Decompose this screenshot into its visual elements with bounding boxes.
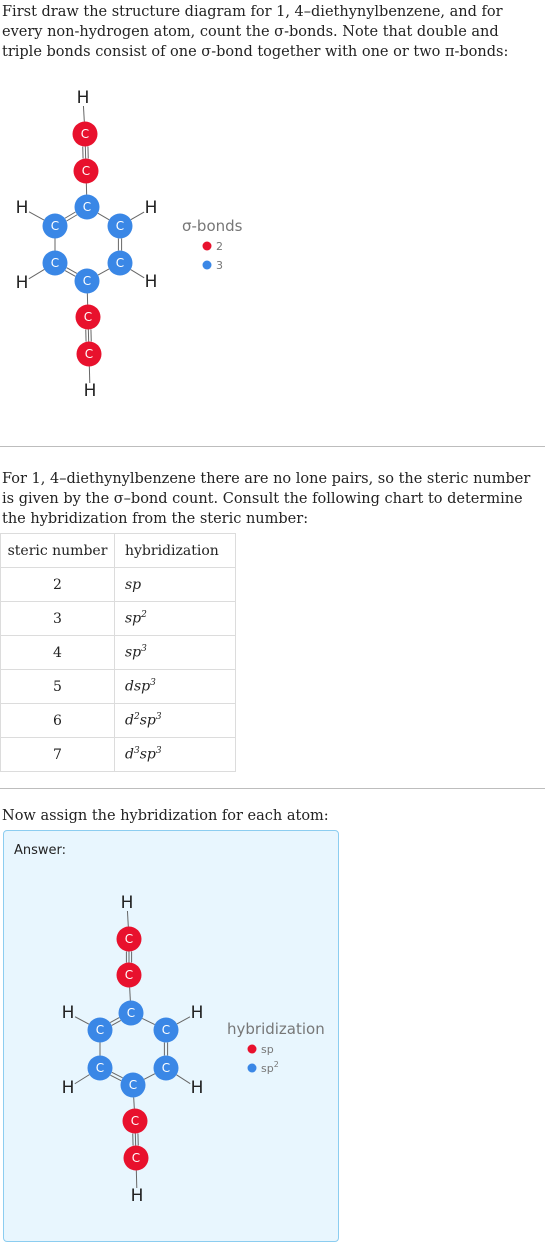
carbon-label: C	[82, 200, 92, 214]
divider	[0, 446, 545, 447]
carbon-label: C	[161, 1061, 171, 1075]
carbon-label: C	[128, 1078, 138, 1092]
bond	[142, 1018, 155, 1024]
carbon-label: C	[80, 127, 90, 141]
hydrogen-atom: H	[130, 1186, 144, 1206]
table-row	[1, 568, 236, 602]
steric-text: For 1, 4–diethynylbenzene there are no lone pairs, so the steric number is given by the σ–bond count. Consult the following chart to determine the hybridization from the steric number:	[2, 471, 531, 527]
bond	[131, 270, 145, 278]
header-steric-number: steric number	[1, 534, 115, 568]
bond	[29, 212, 44, 220]
bond	[127, 911, 128, 927]
legend-title: σ-bonds	[182, 217, 243, 235]
structure-diagram-hybridization	[0, 880, 340, 1220]
hydrogen-atom: H	[61, 1078, 75, 1098]
hydrogen-atom: H	[144, 272, 158, 292]
carbon-label: C	[83, 310, 93, 324]
carbon-label: C	[115, 219, 125, 233]
legend-label: 3	[216, 259, 223, 272]
hydrogen-atom: H	[144, 198, 158, 218]
legend-dot	[203, 261, 212, 270]
carbon-label: C	[81, 164, 91, 178]
table-row	[1, 738, 236, 772]
bond	[29, 269, 44, 278]
carbon-label: C	[84, 347, 94, 361]
bond	[98, 213, 109, 220]
legend-dot	[248, 1045, 257, 1054]
legend-dot	[203, 242, 212, 251]
bond	[177, 1017, 190, 1024]
table-row	[1, 602, 236, 636]
hybridization-cell: $sp^2$	[115, 602, 236, 636]
structure-diagram-sigma	[0, 80, 270, 410]
legend-title: hybridization	[227, 1020, 325, 1038]
bond	[65, 212, 76, 218]
bond	[177, 1075, 191, 1084]
bond	[144, 1074, 155, 1080]
legend-label: $sp^2$	[261, 1060, 279, 1075]
hydrogen-atom: H	[61, 1003, 75, 1023]
carbon-label: C	[115, 256, 125, 270]
carbon-label: C	[130, 1114, 140, 1128]
hydrogen-atom: H	[120, 893, 134, 913]
bond	[83, 106, 84, 122]
steric-number-cell: 7	[1, 738, 115, 772]
hybridization-cell: $d^3sp^3$	[115, 738, 236, 772]
bond	[131, 212, 144, 220]
hybridization-cell: sp	[115, 568, 236, 602]
hydrogen-atom: H	[190, 1078, 204, 1098]
carbon-label: C	[126, 1006, 136, 1020]
carbon-label: C	[95, 1061, 105, 1075]
hybridization-cell: dsp$^3$	[115, 670, 236, 704]
carbon-label: C	[82, 274, 92, 288]
divider	[0, 788, 545, 789]
hydrogen-atom: H	[15, 273, 29, 293]
carbon-label: C	[124, 932, 134, 946]
hybridization-table	[0, 533, 236, 772]
carbon-label: C	[95, 1023, 105, 1037]
table-row	[1, 704, 236, 738]
table-row	[1, 636, 236, 670]
bond	[75, 1075, 90, 1084]
hydrogen-atom: H	[15, 198, 29, 218]
hybridization-cell: $sp^3$	[115, 636, 236, 670]
answer-label: Answer:	[14, 843, 67, 858]
header-hybridization: hybridization	[115, 534, 236, 568]
steric-number-cell: 6	[1, 704, 115, 738]
carbon-label: C	[161, 1023, 171, 1037]
hydrogen-atom: H	[76, 88, 90, 108]
legend-dot	[248, 1064, 257, 1073]
steric-number-cell: 4	[1, 636, 115, 670]
carbon-label: C	[124, 968, 134, 982]
legend-label: sp	[261, 1043, 274, 1056]
bond	[134, 1097, 135, 1108]
bond	[75, 1017, 89, 1024]
carbon-label: C	[50, 256, 60, 270]
hybridization-cell: $d^2sp^3$	[115, 704, 236, 738]
bond	[130, 987, 131, 1000]
intro-text: First draw the structure diagram for 1, 4–diethynylbenzene, and for every non-hydrogen atom, count the σ-bonds. Note that double and triple bonds consist of one σ-bond together with one or two π-bonds:	[2, 4, 509, 60]
bond	[98, 269, 109, 275]
carbon-label: C	[50, 219, 60, 233]
hydrogen-atom: H	[83, 381, 97, 401]
legend-label: 2	[216, 240, 223, 253]
steric-number-cell: 5	[1, 670, 115, 704]
table-row	[1, 670, 236, 704]
assign-text: Now assign the hybridization for each atom:	[2, 808, 329, 824]
steric-number-cell: 2	[1, 568, 115, 602]
hydrogen-atom: H	[190, 1003, 204, 1023]
bond	[67, 215, 78, 221]
steric-number-cell: 3	[1, 602, 115, 636]
carbon-label: C	[131, 1151, 141, 1165]
table-header-row	[1, 534, 236, 568]
